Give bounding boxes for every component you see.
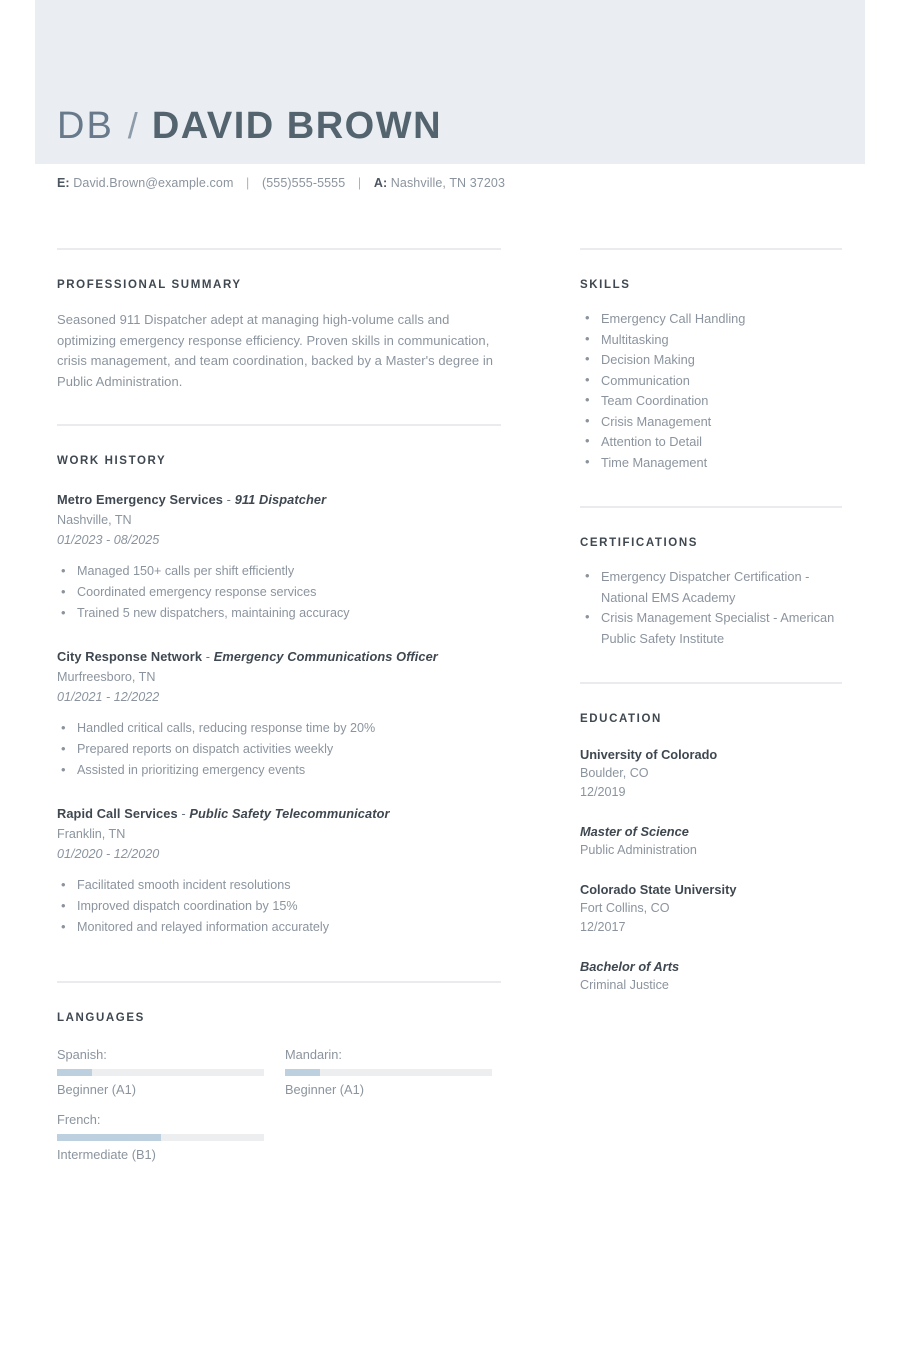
job-dates: 01/2023 - 08/2025: [57, 533, 160, 547]
certification-item: • Crisis Management Specialist - American Public Safety Institute: [580, 608, 842, 649]
job-title-line: [57, 805, 501, 822]
language-progress-track: [285, 1069, 492, 1076]
job-location: Franklin, TN: [57, 827, 126, 841]
language-progress-fill: [285, 1069, 320, 1076]
education-school: University of Colorado: [580, 747, 718, 762]
job-company: Metro Emergency Services: [57, 492, 223, 507]
divider-education: [580, 682, 842, 684]
education-location: Fort Collins, CO: [580, 901, 670, 915]
job-role: Public Safety Telecommunicator: [189, 806, 390, 821]
job-title-line: [57, 648, 501, 665]
language-name: French:: [57, 1112, 101, 1127]
language-progress-track: [57, 1069, 264, 1076]
education-field: Public Administration: [580, 843, 697, 857]
skill-item: • Attention to Detail: [580, 432, 842, 453]
job-bullet: • Prepared reports on dispatch activities weekly: [57, 739, 501, 760]
job-bullet: • Assisted in prioritizing emergency events: [57, 760, 501, 781]
education-date: 12/2019: [580, 785, 626, 799]
skill-item: • Decision Making: [580, 350, 842, 371]
job-company: City Response Network: [57, 649, 203, 664]
job-bullet: • Trained 5 new dispatchers, maintaining accuracy: [57, 603, 501, 624]
work-entry: [57, 648, 501, 781]
education-degree: Bachelor of Arts: [580, 959, 680, 974]
job-role: 911 Dispatcher: [234, 492, 327, 507]
job-dash: -: [223, 492, 235, 507]
job-location: Murfreesboro, TN: [57, 670, 156, 684]
section-title-work-history: WORK HISTORY: [57, 455, 167, 467]
languages-grid: [57, 1044, 501, 1174]
education-degree-entry: [580, 822, 842, 860]
divider-work-history: [57, 424, 501, 426]
professional-summary-text: Seasoned 911 Dispatcher adept at managing high-volume calls and optimizing emergency response efficiency. Proven skills in communication, crisis management, and team coordination, backed by a Master's degree in Public Administration.: [57, 312, 494, 389]
skill-item: • Team Coordination: [580, 391, 842, 412]
section-title-professional-summary: PROFESSIONAL SUMMARY: [57, 279, 242, 291]
language-progress-fill: [57, 1069, 92, 1076]
contact-divider-2: |: [357, 176, 362, 190]
language-level: Beginner (A1): [57, 1082, 136, 1097]
divider-professional-summary: [57, 248, 501, 250]
job-company: Rapid Call Services: [57, 806, 178, 821]
job-dates: 01/2020 - 12/2020: [57, 847, 160, 861]
section-title-languages: LANGUAGES: [57, 1012, 145, 1024]
name-separator: /: [127, 105, 138, 146]
skill-item: • Crisis Management: [580, 412, 842, 433]
skill-item: • Multitasking: [580, 330, 842, 351]
certifications-list: [580, 567, 842, 649]
language-progress-track: [57, 1134, 264, 1141]
skill-item: • Time Management: [580, 453, 842, 474]
header-band: [35, 0, 865, 164]
certification-item: • Emergency Dispatcher Certification - National EMS Academy: [580, 567, 842, 608]
work-entry: [57, 805, 501, 938]
skill-item: • Emergency Call Handling: [580, 309, 842, 330]
job-bullet: • Monitored and relayed information accurately: [57, 917, 501, 938]
language-name: Mandarin:: [285, 1047, 342, 1062]
job-dash: -: [202, 649, 214, 664]
language-item: [57, 1109, 264, 1174]
work-entry: [57, 491, 501, 624]
job-bullet: • Managed 150+ calls per shift efficiently: [57, 561, 501, 582]
skill-item: • Communication: [580, 371, 842, 392]
language-level: Beginner (A1): [285, 1082, 364, 1097]
job-bullet: • Coordinated emergency response services: [57, 582, 501, 603]
divider-skills: [580, 248, 842, 250]
job-bullet-list: [57, 561, 501, 624]
initials-monogram: DB: [57, 105, 114, 147]
job-bullet: • Facilitated smooth incident resolutions: [57, 875, 501, 896]
job-bullet: • Handled critical calls, reducing response time by 20%: [57, 718, 501, 739]
language-item: [285, 1044, 492, 1109]
email-value: David.Brown@example.com: [73, 176, 234, 190]
contact-line: [57, 176, 505, 190]
job-role: Emergency Communications Officer: [213, 649, 438, 664]
job-dash: -: [177, 806, 190, 821]
language-name: Spanish:: [57, 1047, 107, 1062]
email-label: E:: [57, 176, 70, 190]
address-label: A:: [373, 176, 388, 190]
job-bullet: • Improved dispatch coordination by 15%: [57, 896, 501, 917]
education-school: Colorado State University: [580, 882, 737, 897]
language-level: Intermediate (B1): [57, 1147, 156, 1162]
education-degree-entry: [580, 957, 842, 995]
education-date: 12/2017: [580, 920, 626, 934]
education-entry: [580, 880, 842, 937]
education-field: Criminal Justice: [580, 978, 669, 992]
divider-languages: [57, 981, 501, 983]
job-dates: 01/2021 - 12/2022: [57, 690, 160, 704]
contact-divider-1: |: [246, 176, 250, 190]
divider-certifications: [580, 506, 842, 508]
right-column: [580, 248, 842, 995]
language-progress-fill: [57, 1134, 161, 1141]
left-column: [57, 248, 501, 1174]
section-title-education: EDUCATION: [580, 713, 662, 725]
job-location: Nashville, TN: [57, 513, 132, 527]
job-bullet-list: [57, 718, 501, 781]
education-location: Boulder, CO: [580, 766, 649, 780]
job-title-line: [57, 491, 501, 508]
education-degree: Master of Science: [580, 824, 689, 839]
full-name: DAVID BROWN: [151, 105, 443, 147]
skills-list: [580, 309, 842, 473]
language-item: [57, 1044, 264, 1109]
address-value: Nashville, TN 37203: [390, 176, 506, 190]
phone-value: (555)555-5555: [261, 176, 346, 190]
section-title-certifications: CERTIFICATIONS: [580, 537, 699, 549]
education-entry: [580, 745, 842, 802]
section-title-skills: SKILLS: [580, 279, 631, 291]
job-bullet-list: [57, 875, 501, 938]
name-heading: [57, 105, 442, 148]
